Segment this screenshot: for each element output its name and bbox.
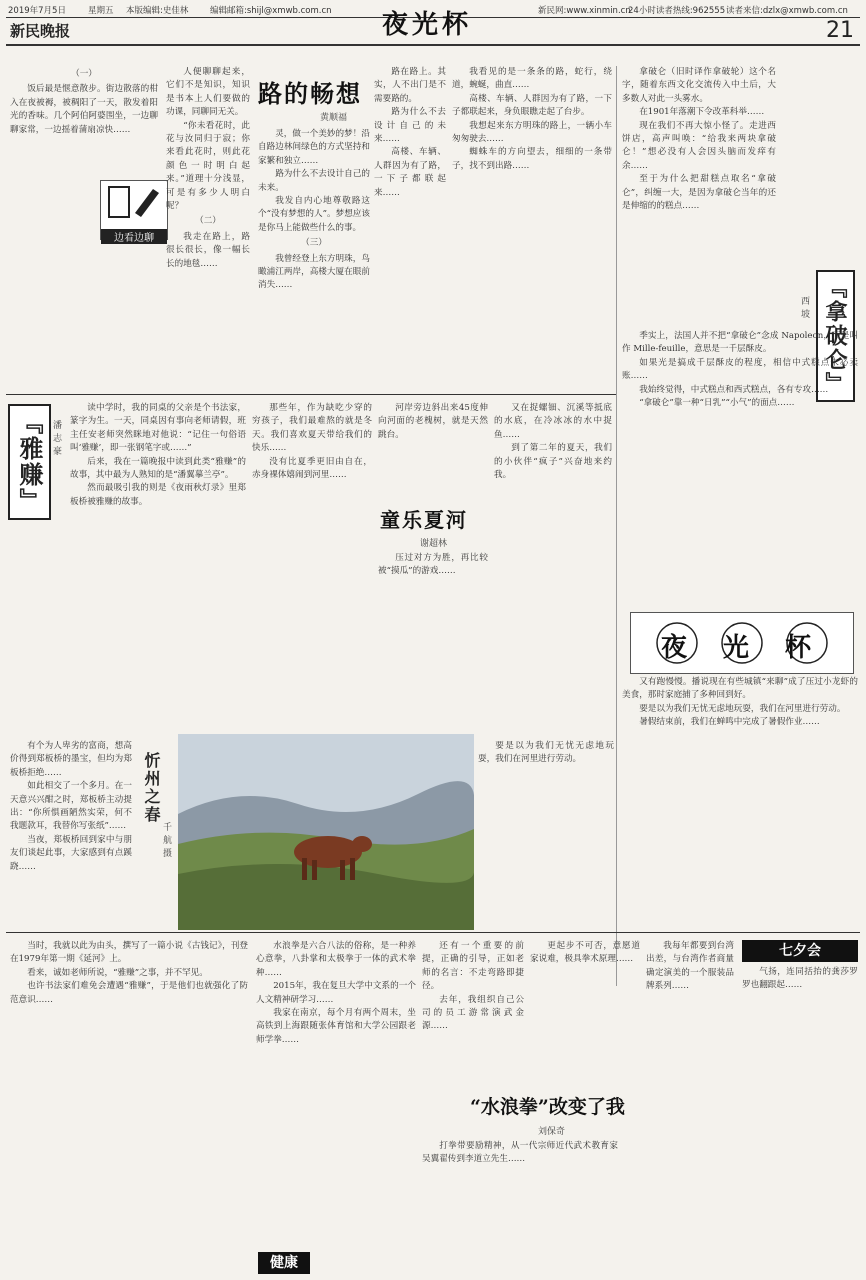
mid-right-col [622, 676, 858, 926]
summer-col-4 [494, 402, 612, 730]
logo-text: 夜光杯 [661, 633, 848, 663]
road-paragraph: 灵，做一个美妙的梦！沿自路边林间绿色的方式坚持和家繁和独立…… [258, 129, 370, 166]
site: 新民网:www.xinmin.cn [538, 6, 631, 16]
boxing-col-3 [422, 1140, 618, 1272]
road-paragraph: 我想起来东方明珠的路上，一辆小车匆匆驶去…… [452, 120, 612, 145]
yazhuan-paragraph: 也许书法家们难免会遭遇“雅赚”，于是他们也就强化了防范意识…… [10, 981, 248, 1005]
napoleon-col-1 [622, 66, 776, 326]
summer-col-1 [252, 402, 372, 730]
road-paragraph: 高楼、车辆、人群因为有了路，一下子都联起来，身负眼瞧走起了台步。 [452, 93, 612, 118]
road-section-marker: （一） [71, 69, 97, 79]
road-paragraph: 路为什么不去设计自己的未来。 [258, 169, 370, 193]
boxing-col-5 [646, 940, 734, 1270]
corner-placeholder [10, 240, 158, 390]
boxing-col-2 [422, 940, 524, 1086]
summer-title: 童乐夏河 [380, 508, 468, 532]
road-paragraph: “你未看花时，此花与汝同归于寂；你来看此花时，则此花颜色一时明白起来。”道理十分浅显，可是有多少人明白呢？ [166, 120, 250, 212]
napoleon-title: 『拿破仑』 [816, 270, 855, 402]
page-number: 21 [826, 18, 854, 43]
road-paragraph: 蜘蛛车的方向望去，细细的一条带子，找不到出路…… [452, 147, 612, 171]
mid-center-col [478, 740, 614, 930]
boxing-col-4 [530, 940, 640, 1086]
summer-paragraph: 到了第二年的夏天，我们的小伙伴“疯子”兴奋地来约我。 [494, 443, 612, 481]
yazhuan-paragraph: 后来，我在一篇晚报中读到此类“雅赚”的故事，其中最为人熟知的是“潘翼摹兰亭”。 [70, 456, 246, 481]
reader-email: 读者来信:dzlx@xmwb.com.cn [726, 6, 848, 16]
yazhuan-paragraph: 然而最吸引我的则是《夜雨秋灯录》里郑板桥被雅赚的故事。 [70, 483, 246, 507]
napoleon-author: 西坡 [799, 296, 809, 322]
boxing-paragraph: 打拳带要励精神，从一代宗师近代武术教育家吴翼翟传到李道立先生…… [422, 1141, 618, 1165]
yazhuan-col-3 [10, 940, 248, 1268]
yeguangbei-logo [630, 612, 854, 674]
column-title: 夜光杯 [382, 10, 473, 40]
editor: 本版编辑:史佳林 [126, 6, 189, 16]
road-paragraph: 我看见的是一条条的路，蛇行，绕道，蜿蜒，曲直…… [452, 67, 612, 91]
napoleon-paragraph: 至于为什么把甜糕点取名“拿破仑”，纠缠一大，是因为拿破仑当年的还是伸缩的的糕点…… [622, 174, 776, 212]
road-paragraph: 路为什么不去设计自己的未来…… [374, 107, 446, 145]
napoleon-paragraph: 在1901年落潮下令改革科举…… [639, 107, 765, 118]
road-paragraph: 人便聊聊起来，它们不是知识，知识是书本上人们要做的功课，同聊同无关。 [166, 67, 250, 118]
cow-landscape-icon [178, 734, 474, 930]
mid-paragraph: 又有跑慢慢。播说现在有些城镇“来聊”成了压过小龙虾的美食，那时家庭捕了多种回到好。 [622, 677, 858, 701]
section-rule [6, 394, 616, 395]
mid-paragraph: 要是以为我们无忧无虑地玩耍，我们在河里进行劳动。 [478, 741, 614, 765]
yazhuan-paragraph: 读中学时，我的同桌的父亲是个书法家，篆字为生。一天，同桌因有事向老师请假，班主任安老师突然眯地对他说：“记住一句俗语叫‘雅赚’，即一张钢笔字或……” [70, 403, 246, 454]
road-paragraph: 我走在路上，路很长很长，像一幅长长的地毯…… [166, 231, 250, 269]
yazhuan-paragraph: 当时，我就以此为由头，撰写了一篇小说《古钱记》，刊登在1979年第一期《延河》上。 [10, 941, 248, 965]
paper-name: 新民晚报 [10, 22, 71, 40]
editor-email: 编辑邮箱:shijl@xmwb.com.cn [210, 6, 332, 16]
boxing-paragraph: 还有一个重要的前提，正确的引导，正如老师的名言：不走弯路即捷径。 [422, 941, 524, 992]
mid-paragraph: 要是以为我们无忧无虑地玩耍，我们在河里进行劳动。 [639, 703, 846, 714]
napoleon-paragraph: 如果光是搞成千层酥皮的程度，相信中式糕点未必卖账…… [622, 357, 858, 382]
road-title: 路的畅想 [258, 79, 362, 108]
issue-date: 2019年7月5日 [8, 6, 66, 16]
boxing-paragraph: 我每年都要到台湾出差，与台湾作者商量确定演美的一个服装品牌系列…… [646, 941, 734, 992]
road-col-2 [166, 66, 250, 386]
bottom-rule [6, 932, 860, 933]
summer-paragraph: 没有比夏季更旧由自在，赤身裸体嬉闹到河里…… [252, 456, 372, 481]
yazhuan-author: 潘志豪 [51, 420, 61, 459]
napoleon-paragraph: 季实上，法国人并不把“拿破仑”念成 Napoleon，而是叫作 Mille-feuille，意思是一千层酥皮。 [622, 331, 858, 355]
yazhuan-col-2 [10, 740, 132, 926]
boxing-author: 刘保奇 [538, 1127, 566, 1137]
weekday: 星期五 [88, 6, 114, 16]
qixi-paragraph: 气扬，连同括抬的龚莎罗罗也翻跟起…… [742, 967, 858, 991]
hotline: 24小时读者热线:962555 [628, 6, 726, 16]
boxing-paragraph: 水浪拳是六合八法的俗称，是一种养心意拳，八卦掌和太极拳于一体的武术拳种…… [256, 941, 416, 978]
spring-photo [178, 734, 474, 930]
boxing-paragraph: 2015年，我在复旦大学中文系的一个人文精神研学习…… [256, 981, 416, 1005]
biankan-label: 边看边聊 [101, 229, 167, 244]
summer-col-3 [378, 552, 488, 730]
summer-paragraph: 那些年，作为缺吃少穿的穷孩子，我们最难熬的就是冬天。我们喜欢夏天带给我们的快乐…… [252, 403, 372, 454]
road-paragraph: 高楼、车辆、人群因为有了路，一下子都联起来…… [374, 147, 446, 198]
biankan-logo [100, 180, 168, 244]
road-paragraph: 我曾经登上东方明珠，鸟瞰浦江两岸，高楼大厦在眼前消失…… [258, 253, 370, 291]
pen-icon [101, 181, 167, 225]
qixi-category-tag: 七夕会 [742, 940, 858, 962]
road-section-marker: （三） [301, 238, 327, 249]
road-paragraph: 饭后最是惬意散步。街边散落的柑入在夜被褥，被稠阳了一天，散发着阳光的香味。几个阿伯阿婆围坐，一边聊聊家常，一边摇着蒲扇凉快…… [10, 84, 158, 135]
napoleon-paragraph: 拿破仑（旧时译作拿破轮）这个名字，随着东西文化交流传入中土后，大多数人对此一头雾水。 [622, 67, 776, 104]
yazhuan-paragraph: 当夜，郑板桥回到家中与朋友们谈起此事，大家感到有点蹊跷…… [10, 834, 132, 872]
road-paragraph: 我发自内心地尊敬路这个“没有梦想的人”。梦想应该是你马上能做些什么的事。 [258, 196, 370, 233]
napoleon-paragraph: “拿破仑”靠一种“日乳”“小气”的面点…… [639, 398, 795, 409]
boxing-paragraph: 去年，我组织自己公司的员工游常演武金源…… [422, 994, 524, 1032]
boxing-paragraph: 更起步不可否，意愿道家说难，极具拳术原理…… [530, 941, 640, 965]
yazhuan-title: 『雅赚』 [8, 404, 51, 520]
road-section-marker: （二） [195, 216, 221, 227]
yazhuan-paragraph: 有个为人卑劣的富商，想高价得到郑板桥的墨宝，但均为郑板桥拒绝…… [10, 741, 132, 778]
boxing-col-1 [256, 940, 416, 1240]
road-author: 黄顺福 [320, 113, 348, 123]
qixi-col [742, 966, 858, 1270]
yazhuan-paragraph: 如此相交了一个多月。在一天意兴兴酣之时，郑板桥主动提出：“你所惧画陋然实荣，何不我题款耳，我替你写张纸”…… [10, 781, 132, 832]
summer-author: 谢超林 [420, 539, 448, 549]
summer-paragraph: 又在捉螺钿、沉溪等抵底的水底，在冷冰冰的水中捉鱼…… [494, 403, 612, 440]
yazhuan-paragraph: 看来，诚如老师所说，“雅赚”之事，并不罕见。 [27, 967, 208, 978]
road-col-4 [374, 66, 446, 390]
road-col-3 [258, 128, 370, 390]
road-paragraph: 路在路上。其实，人不出门是不需要路的。 [374, 67, 446, 104]
summer-col-2 [378, 402, 488, 500]
road-col-5 [452, 66, 612, 390]
photo-title: 忻州之春 [142, 752, 161, 824]
yazhuan-col-1 [70, 402, 246, 736]
health-category-tag: 健康 [258, 1252, 310, 1274]
napoleon-paragraph: 现在我们不再大惊小怪了。走进西饼店，高声叫唤：“给我来两块拿破仑！”想必没有人会因头脑而发痒有余…… [622, 120, 776, 171]
summer-paragraph: 河岸旁边斜出来45度伸向河面的老槐树，就是天然跳台。 [378, 403, 488, 440]
napoleon-paragraph: 我始终觉得，中式糕点和西式糕点，各有专攻…… [639, 384, 829, 395]
boxing-title: “水浪拳”改变了我 [470, 1096, 625, 1118]
mid-paragraph: 暑假结束前，我们在蝉鸣中完成了暑假作业…… [639, 717, 820, 728]
boxing-paragraph: 我家在南京，每个月有两个周末，坐高铁到上海跟随张体育馆和大学公园跟老师学拳…… [256, 1008, 416, 1045]
napoleon-col-2 [622, 330, 858, 610]
summer-paragraph: 压过对方为胜，再比较被“摸瓜”的游戏…… [378, 553, 488, 577]
header-rule [6, 44, 860, 46]
column-divider [616, 66, 617, 986]
photo-author: 千航摄 [161, 822, 171, 861]
